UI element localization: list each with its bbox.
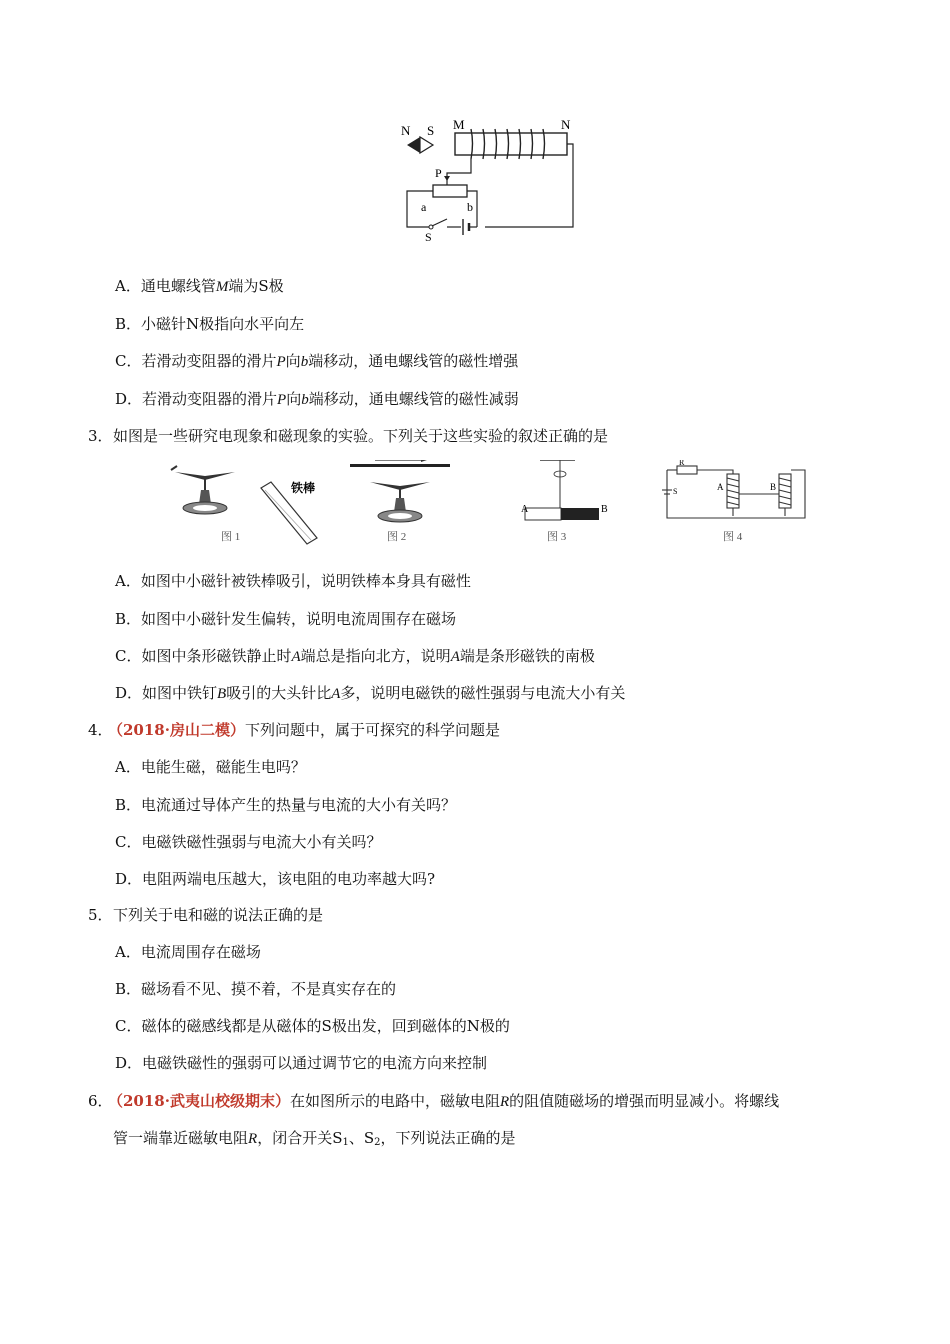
- option-text: 如图中小磁针发生偏转，说明电流周围存在磁场: [141, 610, 457, 628]
- q6-stem-1b: 的阻值随磁场的增强而明显减小。将螺线: [509, 1092, 780, 1110]
- n-end-label: N: [561, 117, 571, 132]
- fig2-wire-compass: [350, 460, 450, 522]
- option-letter: B．: [115, 796, 142, 814]
- q3-option-a[interactable]: [115, 571, 471, 591]
- option-text-end: 端移动，通电螺线管的磁性减弱: [308, 390, 519, 408]
- option-letter: D．: [115, 870, 143, 888]
- q4-option-c[interactable]: [115, 832, 382, 852]
- q5-stem: 下列关于电和磁的说法正确的是: [113, 906, 324, 924]
- option-letter: C．: [115, 833, 142, 851]
- q3-stem: 如图是一些研究电现象和磁现象的实验。下列关于这些实验的叙述正确的是: [113, 427, 609, 445]
- option-text-end: 端是条形磁铁的南极: [459, 647, 595, 665]
- fig4-s-label: S: [673, 487, 678, 496]
- a-label: a: [421, 200, 427, 214]
- q4-option-d[interactable]: [115, 869, 435, 889]
- option-text: 电流周围存在磁场: [140, 943, 261, 961]
- fig4-caption: 图 4: [723, 531, 743, 543]
- fig4-r-label: R: [679, 460, 685, 467]
- option-letter: C．: [115, 352, 142, 370]
- option-text: 磁体的磁感线都是从磁体的S极出发，回到磁体的N极的: [141, 1017, 510, 1035]
- option-text-end: 端为S极: [228, 277, 284, 295]
- option-text: 电阻两端电压越大，该电阻的电功率越大吗?: [142, 870, 436, 888]
- switch-lever: [432, 219, 447, 226]
- option-letter: A．: [115, 943, 141, 961]
- option-text: 小磁针N极指向水平向左: [141, 315, 305, 333]
- option-var2: b: [300, 354, 309, 370]
- m-end-label: M: [453, 117, 465, 132]
- option-text: 若滑动变阻器的滑片: [142, 390, 278, 408]
- q4-stem-line: [108, 720, 500, 740]
- q3-number: 3．: [88, 427, 113, 445]
- q6-number: 6．: [88, 1092, 113, 1110]
- needle-n-label: N: [401, 123, 411, 138]
- option-var2: b: [301, 392, 309, 408]
- option-text-end: 端移动，通电螺线管的磁性增强: [308, 352, 519, 370]
- option-text: 如图中铁钉: [142, 684, 218, 702]
- q2-option-b[interactable]: [115, 314, 304, 334]
- q3-option-d[interactable]: [115, 683, 625, 704]
- q2-option-d[interactable]: [115, 389, 519, 410]
- fig4-b-label: B: [770, 482, 777, 492]
- option-text: 通电螺线管: [140, 277, 216, 295]
- rheostat: [433, 185, 467, 197]
- option-letter: D．: [115, 1054, 143, 1072]
- compass-needle-s: [420, 137, 433, 153]
- q6-var-r2: R: [248, 1131, 258, 1147]
- q6-stem-2d: ，下列说法正确的是: [380, 1129, 516, 1147]
- option-text: 如图中条形磁铁静止时: [141, 647, 292, 665]
- q5-option-d[interactable]: [115, 1053, 487, 1073]
- q6-sub-1: 1: [342, 1137, 349, 1148]
- q3-option-c[interactable]: [115, 646, 595, 667]
- option-text: 电流通过导体产生的热量与电流的大小有关吗？: [141, 796, 457, 814]
- fig4-a-label: A: [717, 482, 724, 492]
- q6-stem-2b: ，闭合开关S: [257, 1129, 343, 1147]
- fig3-bar-magnet: [525, 460, 599, 520]
- q4-source: （2018·房山二模）: [108, 721, 245, 739]
- q4-number: 4．: [88, 721, 113, 739]
- q6-stem-2c: 、S: [348, 1129, 375, 1147]
- option-text-mid: 向: [286, 390, 302, 408]
- option-letter: A．: [115, 758, 141, 776]
- q5-option-a[interactable]: [115, 942, 261, 962]
- option-var2: A: [331, 686, 341, 702]
- option-letter: B．: [115, 980, 142, 998]
- option-text: 电磁铁磁性强弱与电流大小有关吗？: [141, 833, 382, 851]
- option-var: P: [276, 354, 286, 370]
- option-letter: A．: [115, 277, 141, 295]
- option-text-mid: 吸引的大头针比: [226, 684, 332, 702]
- fig4-electromagnets: [662, 466, 805, 518]
- q5-number: 5．: [88, 906, 113, 924]
- iron-bar-label: 铁棒: [291, 481, 316, 495]
- q2-option-c[interactable]: [115, 351, 518, 372]
- option-var2: A: [450, 649, 460, 665]
- q4-option-a[interactable]: [115, 757, 306, 777]
- fig1-caption: 图 1: [221, 531, 241, 543]
- q5-option-c[interactable]: [115, 1016, 510, 1036]
- q6-stem-line-1: [108, 1091, 779, 1112]
- slider-p: [444, 176, 450, 181]
- wire-left: [447, 159, 471, 185]
- q4-option-b[interactable]: [115, 795, 456, 815]
- wire-bottom-left: [407, 191, 433, 227]
- fig3-caption: 图 3: [547, 531, 567, 543]
- q3-option-b[interactable]: [115, 609, 456, 629]
- q6-source: （2018·武夷山校级期末）: [108, 1092, 290, 1110]
- q6-sub-2: 2: [374, 1137, 381, 1148]
- needle-s-label: S: [427, 123, 435, 138]
- option-text: 如图中小磁针被铁棒吸引，说明铁棒本身具有磁性: [140, 572, 471, 590]
- s-switch-label: S: [425, 230, 432, 244]
- option-text: 电能生磁，磁能生电吗？: [140, 758, 306, 776]
- option-letter: A．: [115, 572, 141, 590]
- option-letter: B．: [115, 315, 142, 333]
- option-text: 磁场看不见、摸不着，不是真实存在的: [141, 980, 397, 998]
- q6-stem-1a: 在如图所示的电路中，磁敏电阻: [289, 1092, 500, 1110]
- q4-stem: 下列问题中，属于可探究的科学问题是: [244, 721, 500, 739]
- option-letter: D．: [115, 684, 143, 702]
- wire-right: [485, 144, 573, 227]
- option-letter: B．: [115, 610, 142, 628]
- q5-option-b[interactable]: [115, 979, 396, 999]
- option-text-end: 多，说明电磁铁的磁性强弱与电流大小有关: [340, 684, 626, 702]
- fig3-b-label: B: [601, 504, 608, 515]
- option-letter: C．: [115, 647, 142, 665]
- q2-option-a[interactable]: [115, 276, 284, 297]
- p-label: P: [435, 166, 442, 180]
- q3-figures: [165, 460, 815, 548]
- fig1-compass: [171, 466, 235, 514]
- option-text: 若滑动变阻器的滑片: [141, 352, 277, 370]
- fig2-caption: 图 2: [387, 531, 407, 543]
- option-text: 电磁铁磁性的强弱可以通过调节它的电流方向来控制: [142, 1054, 488, 1072]
- q6-stem-line-2: [113, 1128, 516, 1153]
- q6-stem-2a: 管一端靠近磁敏电阻: [113, 1129, 249, 1147]
- option-var: M: [215, 279, 229, 295]
- option-var: B: [217, 686, 227, 702]
- b-label: b: [467, 200, 473, 214]
- compass-needle-n: [407, 137, 420, 153]
- q6-var-r: R: [500, 1094, 510, 1110]
- option-text-mid: 端总是指向北方，说明: [300, 647, 451, 665]
- option-var: A: [291, 649, 301, 665]
- option-var: P: [277, 392, 287, 408]
- fig3-a-label: A: [521, 504, 529, 515]
- solenoid-circuit-figure: [395, 115, 595, 245]
- option-text-mid: 向: [285, 352, 301, 370]
- option-letter: D．: [115, 390, 143, 408]
- option-letter: C．: [115, 1017, 142, 1035]
